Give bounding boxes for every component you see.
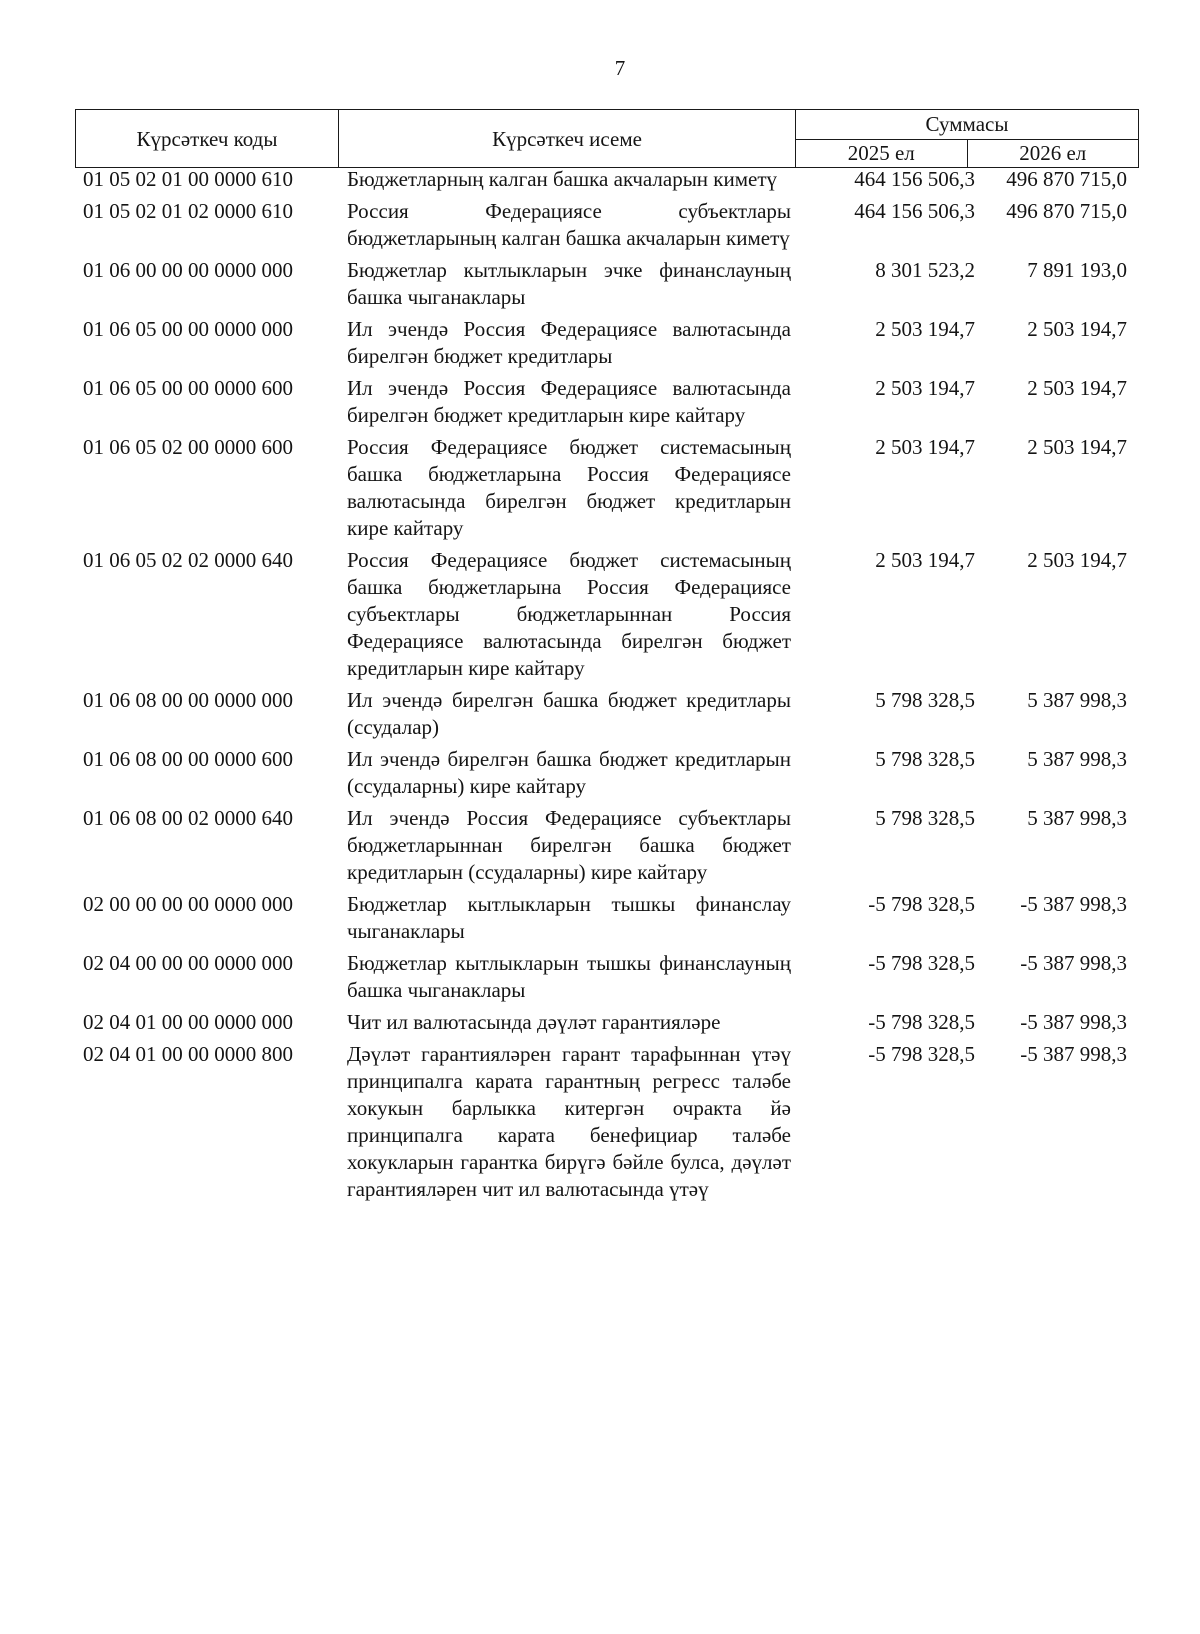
page-number: 7 [614,56,626,80]
table-row [75,316,1139,375]
table-row [75,891,1139,950]
indicator-name: Россия Федерациясе субъектлары бюджетларының калган башка акчаларын киметү [347,199,791,250]
indicator-name: Ил эчендә бирелгән башка бюджет кредитларын (ссудаларны) кире кайтару [347,747,791,798]
amount-2025: -5 798 328,5 [868,1010,975,1034]
indicator-name: Бюджетлар кытлыкларын эчке финанслауның башка чыганаклары [347,258,791,309]
indicator-name: Дәүләт гарантияләрен гарант тарафыннан үтәү принципалга карата гарантның регресс таләбе хокукын барлыкка китергән очракта йә принципалга карата бенефициар таләбе хокукларын гарантка бирүгә бәйле булса, дәүләт гарантияләрен чит ил валютасында үтәү [347,1042,791,1201]
indicator-name: Россия Федерациясе бюджет системасының башка бюджетларына Россия Федерациясе субъектлары бюджетларыннан Россия Федерациясе валютасында бирелгән бюджет кредитларын кире кайтару [347,548,791,680]
table-row [75,434,1139,547]
column-header-year-2026: 2026 ел [967,139,1139,168]
table-row [75,547,1139,687]
indicator-code: 01 06 08 00 00 0000 600 [83,747,293,771]
amount-2026: 2 503 194,7 [1027,376,1127,400]
amount-2025: 8 301 523,2 [875,258,975,282]
amount-2025: -5 798 328,5 [868,892,975,916]
indicator-name: Бюджетларның калган башка акчаларын киметү [347,167,778,191]
indicator-name: Чит ил валютасында дәүләт гарантияләре [347,1010,721,1034]
indicator-code: 01 05 02 01 02 0000 610 [83,199,293,223]
indicator-name: Ил эчендә Россия Федерациясе валютасында бирелгән бюджет кредитлары [347,317,791,368]
amount-2026: 496 870 715,0 [1006,167,1127,191]
indicator-name: Ил эчендә Россия Федерациясе валютасында бирелгән бюджет кредитларын кире кайтару [347,376,791,427]
indicator-name: Бюджетлар кытлыкларын тышкы финанслауның башка чыганаклары [347,951,791,1002]
amount-2026: 5 387 998,3 [1027,688,1127,712]
table-row [75,1041,1139,1208]
table-header [75,109,1139,168]
amount-2025: 2 503 194,7 [875,376,975,400]
indicator-code: 01 06 05 00 00 0000 600 [83,376,293,400]
amount-2025: -5 798 328,5 [868,1042,975,1066]
amount-2025: 5 798 328,5 [875,688,975,712]
table-row [75,198,1139,257]
indicator-code: 02 04 01 00 00 0000 000 [83,1010,293,1034]
amount-2026: -5 387 998,3 [1020,951,1127,975]
amount-2026: 2 503 194,7 [1027,435,1127,459]
indicator-code: 02 04 01 00 00 0000 800 [83,1042,293,1066]
amount-2025: 5 798 328,5 [875,806,975,830]
amount-2026: 5 387 998,3 [1027,747,1127,771]
amount-2026: -5 387 998,3 [1020,1042,1127,1066]
column-header-name: Күрсәткеч исеме [339,110,796,168]
table-row [75,805,1139,891]
amount-2026: 2 503 194,7 [1027,317,1127,341]
amount-2026: 5 387 998,3 [1027,806,1127,830]
amount-2026: -5 387 998,3 [1020,892,1127,916]
indicator-code: 01 06 08 00 02 0000 640 [83,806,293,830]
indicator-code: 01 05 02 01 00 0000 610 [83,167,293,191]
amount-2025: -5 798 328,5 [868,951,975,975]
amount-2025: 464 156 506,3 [854,199,975,223]
indicator-name: Россия Федерациясе бюджет системасының башка бюджетларына Россия Федерациясе валютасында бирелгән бюджет кредитларын кире кайтару [347,435,791,540]
table-row [75,375,1139,434]
column-header-sum: Суммасы [796,110,1139,140]
indicator-code: 01 06 05 02 02 0000 640 [83,548,293,572]
indicator-code: 02 04 00 00 00 0000 000 [83,951,293,975]
table-row [75,950,1139,1009]
amount-2026: 496 870 715,0 [1006,199,1127,223]
table-row [75,166,1139,198]
indicator-code: 01 06 05 02 00 0000 600 [83,435,293,459]
amount-2026: 2 503 194,7 [1027,548,1127,572]
column-header-year-2025: 2025 ел [796,139,968,168]
column-header-code: Күрсәткеч коды [76,110,339,168]
indicator-name: Ил эчендә бирелгән башка бюджет кредитлары (ссудалар) [347,688,791,739]
amount-2025: 2 503 194,7 [875,548,975,572]
table-row [75,257,1139,316]
table-row [75,1009,1139,1041]
amount-2025: 2 503 194,7 [875,435,975,459]
table-body [75,166,1139,1208]
indicator-code: 01 06 08 00 00 0000 000 [83,688,293,712]
table-row [75,687,1139,746]
amount-2025: 464 156 506,3 [854,167,975,191]
indicator-name: Бюджетлар кытлыкларын тышкы финанслау чыганаклары [347,892,791,943]
table-row [75,746,1139,805]
amount-2025: 5 798 328,5 [875,747,975,771]
amount-2025: 2 503 194,7 [875,317,975,341]
indicator-code: 01 06 00 00 00 0000 000 [83,258,293,282]
amount-2026: 7 891 193,0 [1027,258,1127,282]
indicator-code: 02 00 00 00 00 0000 000 [83,892,293,916]
amount-2026: -5 387 998,3 [1020,1010,1127,1034]
indicator-code: 01 06 05 00 00 0000 000 [83,317,293,341]
indicator-name: Ил эчендә Россия Федерациясе субъектлары бюджетларыннан бирелгән башка бюджет кредитларын (ссудаларны) кире кайтару [347,806,791,884]
